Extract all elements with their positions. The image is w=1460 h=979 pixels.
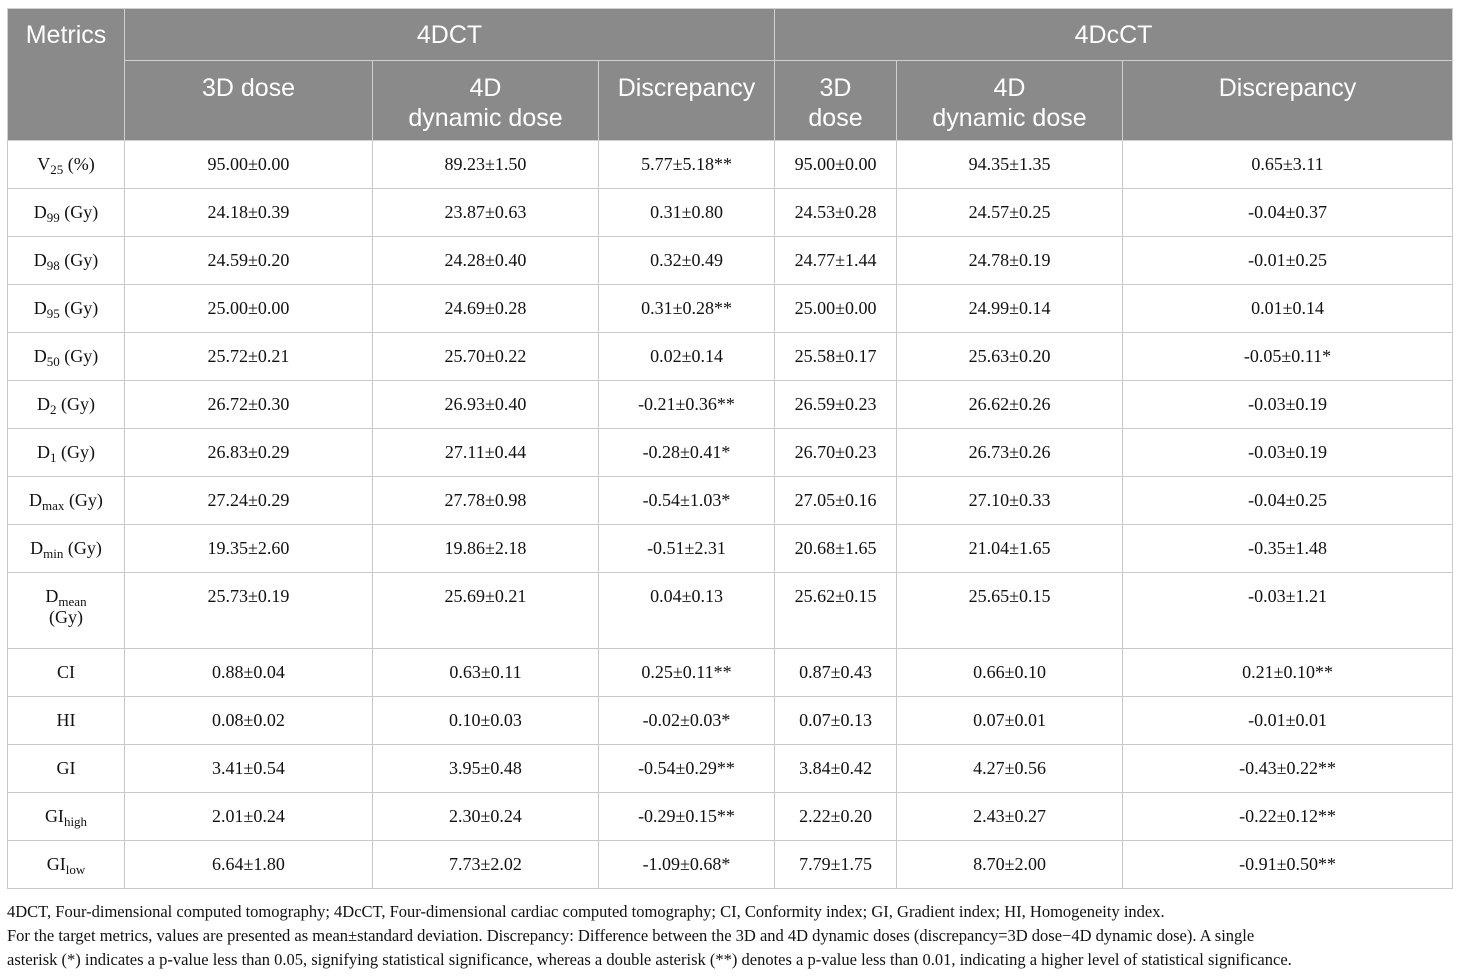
value-cell: 94.35±1.35 <box>897 141 1123 189</box>
metric-symbol: GI <box>44 806 64 826</box>
metric-symbol: D <box>37 394 50 414</box>
header-4dcct-4d-dynamic-dose: 4D dynamic dose <box>897 61 1123 141</box>
table-row <box>8 285 1453 333</box>
metric-symbol: D <box>30 538 44 558</box>
header-group-4dct: 4DCT <box>125 9 775 61</box>
value-cell: 0.02±0.14 <box>599 333 775 381</box>
value-cell: 27.10±0.33 <box>897 477 1123 525</box>
table-row <box>8 649 1453 697</box>
value-cell: -0.43±0.22** <box>1123 745 1453 793</box>
value-cell: -0.28±0.41* <box>599 429 775 477</box>
value-cell: 0.10±0.03 <box>373 697 599 745</box>
table-row <box>8 525 1453 573</box>
metric-subscript: 1 <box>50 450 57 465</box>
value-cell: 26.73±0.26 <box>897 429 1123 477</box>
metric-subscript: mean <box>58 594 87 609</box>
value-cell: -0.22±0.12** <box>1123 793 1453 841</box>
metric-subscript: 95 <box>46 306 60 321</box>
table-row <box>8 477 1453 525</box>
value-cell: 0.32±0.49 <box>599 237 775 285</box>
value-cell: 25.70±0.22 <box>373 333 599 381</box>
metric-unit: (Gy) <box>59 202 99 222</box>
metric-symbol: V <box>37 154 51 174</box>
value-cell: 3.41±0.54 <box>125 745 373 793</box>
dose-metrics-table <box>7 8 1453 889</box>
value-cell: 21.04±1.65 <box>897 525 1123 573</box>
value-cell: 0.88±0.04 <box>125 649 373 697</box>
metric-subscript: 25 <box>50 162 64 177</box>
metric-symbol: D <box>29 490 43 510</box>
metric-label <box>8 697 125 745</box>
metric-symbol: D <box>33 202 47 222</box>
metric-label <box>8 573 125 649</box>
table-row <box>8 573 1453 649</box>
table-footnotes <box>7 900 1457 972</box>
value-cell: 26.93±0.40 <box>373 381 599 429</box>
table-row <box>8 237 1453 285</box>
value-cell: -0.05±0.11* <box>1123 333 1453 381</box>
value-cell: 26.59±0.23 <box>775 381 897 429</box>
value-cell: 95.00±0.00 <box>125 141 373 189</box>
metric-label <box>8 841 125 889</box>
value-cell: -0.03±0.19 <box>1123 381 1453 429</box>
value-cell: -0.04±0.25 <box>1123 477 1453 525</box>
value-cell: -0.01±0.25 <box>1123 237 1453 285</box>
table-row <box>8 793 1453 841</box>
value-cell: 25.63±0.20 <box>897 333 1123 381</box>
metric-subscript: 98 <box>46 258 60 273</box>
metric-label <box>8 649 125 697</box>
value-cell: 24.78±0.19 <box>897 237 1123 285</box>
value-cell: -1.09±0.68* <box>599 841 775 889</box>
value-cell: 25.65±0.15 <box>897 573 1123 649</box>
header-row-subcolumns <box>8 61 1453 141</box>
table-row <box>8 189 1453 237</box>
value-cell: -0.04±0.37 <box>1123 189 1453 237</box>
value-cell: 27.05±0.16 <box>775 477 897 525</box>
metric-label <box>8 141 125 189</box>
value-cell: 24.57±0.25 <box>897 189 1123 237</box>
value-cell: 0.04±0.13 <box>599 573 775 649</box>
metric-label <box>8 333 125 381</box>
metric-label <box>8 285 125 333</box>
value-cell: 25.00±0.00 <box>125 285 373 333</box>
metric-symbol: D <box>37 442 50 462</box>
value-cell: 0.31±0.80 <box>599 189 775 237</box>
value-cell: 24.69±0.28 <box>373 285 599 333</box>
value-cell: -0.51±2.31 <box>599 525 775 573</box>
value-cell: 25.58±0.17 <box>775 333 897 381</box>
metric-symbol: CI <box>57 662 75 682</box>
header-4dcct-discrepancy: Discrepancy <box>1123 61 1453 141</box>
metric-symbol: D <box>45 586 59 606</box>
metric-unit: (Gy) <box>59 250 99 270</box>
metric-unit: (Gy) <box>64 490 103 510</box>
value-cell: -0.35±1.48 <box>1123 525 1453 573</box>
value-cell: -0.29±0.15** <box>599 793 775 841</box>
value-cell: 25.72±0.21 <box>125 333 373 381</box>
footnote-abbreviations: 4DCT, Four-dimensional computed tomography; 4DcCT, Four-dimensional cardiac computed tomography; CI, Conformity index; GI, Gradient index; HI, Homogeneity index. <box>7 902 1165 921</box>
value-cell: 25.69±0.21 <box>373 573 599 649</box>
value-cell: 0.31±0.28** <box>599 285 775 333</box>
value-cell: 5.77±5.18** <box>599 141 775 189</box>
value-cell: 23.87±0.63 <box>373 189 599 237</box>
value-cell: 0.66±0.10 <box>897 649 1123 697</box>
value-cell: 19.86±2.18 <box>373 525 599 573</box>
metric-label <box>8 189 125 237</box>
metric-symbol: D <box>33 346 47 366</box>
table-row <box>8 141 1453 189</box>
metric-unit: (Gy) <box>59 298 99 318</box>
value-cell: 7.73±2.02 <box>373 841 599 889</box>
value-cell: 25.00±0.00 <box>775 285 897 333</box>
metric-subscript: 99 <box>46 210 60 225</box>
metric-unit: (Gy) <box>63 538 102 558</box>
value-cell: -0.03±0.19 <box>1123 429 1453 477</box>
value-cell: 27.78±0.98 <box>373 477 599 525</box>
value-cell: 24.99±0.14 <box>897 285 1123 333</box>
metric-unit: (%) <box>63 154 95 174</box>
value-cell: 2.30±0.24 <box>373 793 599 841</box>
metric-unit: (Gy) <box>56 442 95 462</box>
value-cell: 24.53±0.28 <box>775 189 897 237</box>
value-cell: 25.73±0.19 <box>125 573 373 649</box>
value-cell: 24.59±0.20 <box>125 237 373 285</box>
value-cell: -0.03±1.21 <box>1123 573 1453 649</box>
metric-symbol: D <box>33 298 47 318</box>
header-group-4dcct: 4DcCT <box>775 9 1453 61</box>
value-cell: 8.70±2.00 <box>897 841 1123 889</box>
metric-subscript: low <box>65 862 86 877</box>
metric-label <box>8 237 125 285</box>
table-row <box>8 841 1453 889</box>
value-cell: 0.63±0.11 <box>373 649 599 697</box>
metric-label <box>8 429 125 477</box>
header-row-groups <box>8 9 1453 61</box>
value-cell: 0.07±0.13 <box>775 697 897 745</box>
value-cell: 95.00±0.00 <box>775 141 897 189</box>
metric-symbol: GI <box>56 758 76 778</box>
metric-label <box>8 793 125 841</box>
metric-unit: (Gy) <box>49 607 83 627</box>
value-cell: 27.24±0.29 <box>125 477 373 525</box>
value-cell: 26.72±0.30 <box>125 381 373 429</box>
value-cell: -0.54±0.29** <box>599 745 775 793</box>
table-row <box>8 697 1453 745</box>
header-4dct-discrepancy: Discrepancy <box>599 61 775 141</box>
metric-label <box>8 477 125 525</box>
value-cell: 6.64±1.80 <box>125 841 373 889</box>
value-cell: -0.02±0.03* <box>599 697 775 745</box>
value-cell: 2.22±0.20 <box>775 793 897 841</box>
value-cell: 19.35±2.60 <box>125 525 373 573</box>
metric-symbol: GI <box>46 854 66 874</box>
metric-subscript: high <box>63 814 88 829</box>
table-body <box>8 141 1453 889</box>
value-cell: 89.23±1.50 <box>373 141 599 189</box>
metric-symbol: D <box>33 250 47 270</box>
metric-subscript: 2 <box>50 402 57 417</box>
value-cell: -0.21±0.36** <box>599 381 775 429</box>
value-cell: 7.79±1.75 <box>775 841 897 889</box>
metric-label <box>8 745 125 793</box>
value-cell: 24.18±0.39 <box>125 189 373 237</box>
metric-symbol: HI <box>56 710 76 730</box>
value-cell: 26.70±0.23 <box>775 429 897 477</box>
header-metrics: Metrics <box>8 9 125 141</box>
header-4dct-3d-dose: 3D dose <box>125 61 373 141</box>
header-4dct-4d-dynamic-dose: 4D dynamic dose <box>373 61 599 141</box>
metric-subscript: min <box>43 546 64 561</box>
value-cell: 3.84±0.42 <box>775 745 897 793</box>
metric-subscript: max <box>42 498 65 513</box>
value-cell: 0.07±0.01 <box>897 697 1123 745</box>
value-cell: 4.27±0.56 <box>897 745 1123 793</box>
metric-unit: (Gy) <box>59 346 99 366</box>
table-row <box>8 381 1453 429</box>
table-row <box>8 333 1453 381</box>
value-cell: -0.91±0.50** <box>1123 841 1453 889</box>
value-cell: 0.21±0.10** <box>1123 649 1453 697</box>
metric-label <box>8 381 125 429</box>
metric-label <box>8 525 125 573</box>
value-cell: 27.11±0.44 <box>373 429 599 477</box>
value-cell: 25.62±0.15 <box>775 573 897 649</box>
value-cell: 24.77±1.44 <box>775 237 897 285</box>
footnote-description-2: asterisk (*) indicates a p-value less than 0.05, signifying statistical significance, whereas a double asterisk (**) denotes a p-value less than 0.01, indicating a higher level of statistical significance. <box>7 950 1292 969</box>
header-4dcct-3d-dose: 3D dose <box>775 61 897 141</box>
value-cell: 2.01±0.24 <box>125 793 373 841</box>
value-cell: 0.01±0.14 <box>1123 285 1453 333</box>
metric-subscript: 50 <box>46 354 60 369</box>
value-cell: 26.83±0.29 <box>125 429 373 477</box>
table-row <box>8 429 1453 477</box>
footnote-description-1: For the target metrics, values are presented as mean±standard deviation. Discrepancy: Difference between the 3D and 4D dynamic doses (discrepancy=3D dose−4D dynamic dose). A single <box>7 926 1255 945</box>
value-cell: 2.43±0.27 <box>897 793 1123 841</box>
value-cell: -0.01±0.01 <box>1123 697 1453 745</box>
value-cell: 3.95±0.48 <box>373 745 599 793</box>
value-cell: 0.08±0.02 <box>125 697 373 745</box>
metric-unit: (Gy) <box>56 394 95 414</box>
value-cell: 0.65±3.11 <box>1123 141 1453 189</box>
table-row <box>8 745 1453 793</box>
value-cell: -0.54±1.03* <box>599 477 775 525</box>
value-cell: 26.62±0.26 <box>897 381 1123 429</box>
dose-table-container <box>7 8 1452 889</box>
value-cell: 0.25±0.11** <box>599 649 775 697</box>
value-cell: 0.87±0.43 <box>775 649 897 697</box>
value-cell: 20.68±1.65 <box>775 525 897 573</box>
value-cell: 24.28±0.40 <box>373 237 599 285</box>
